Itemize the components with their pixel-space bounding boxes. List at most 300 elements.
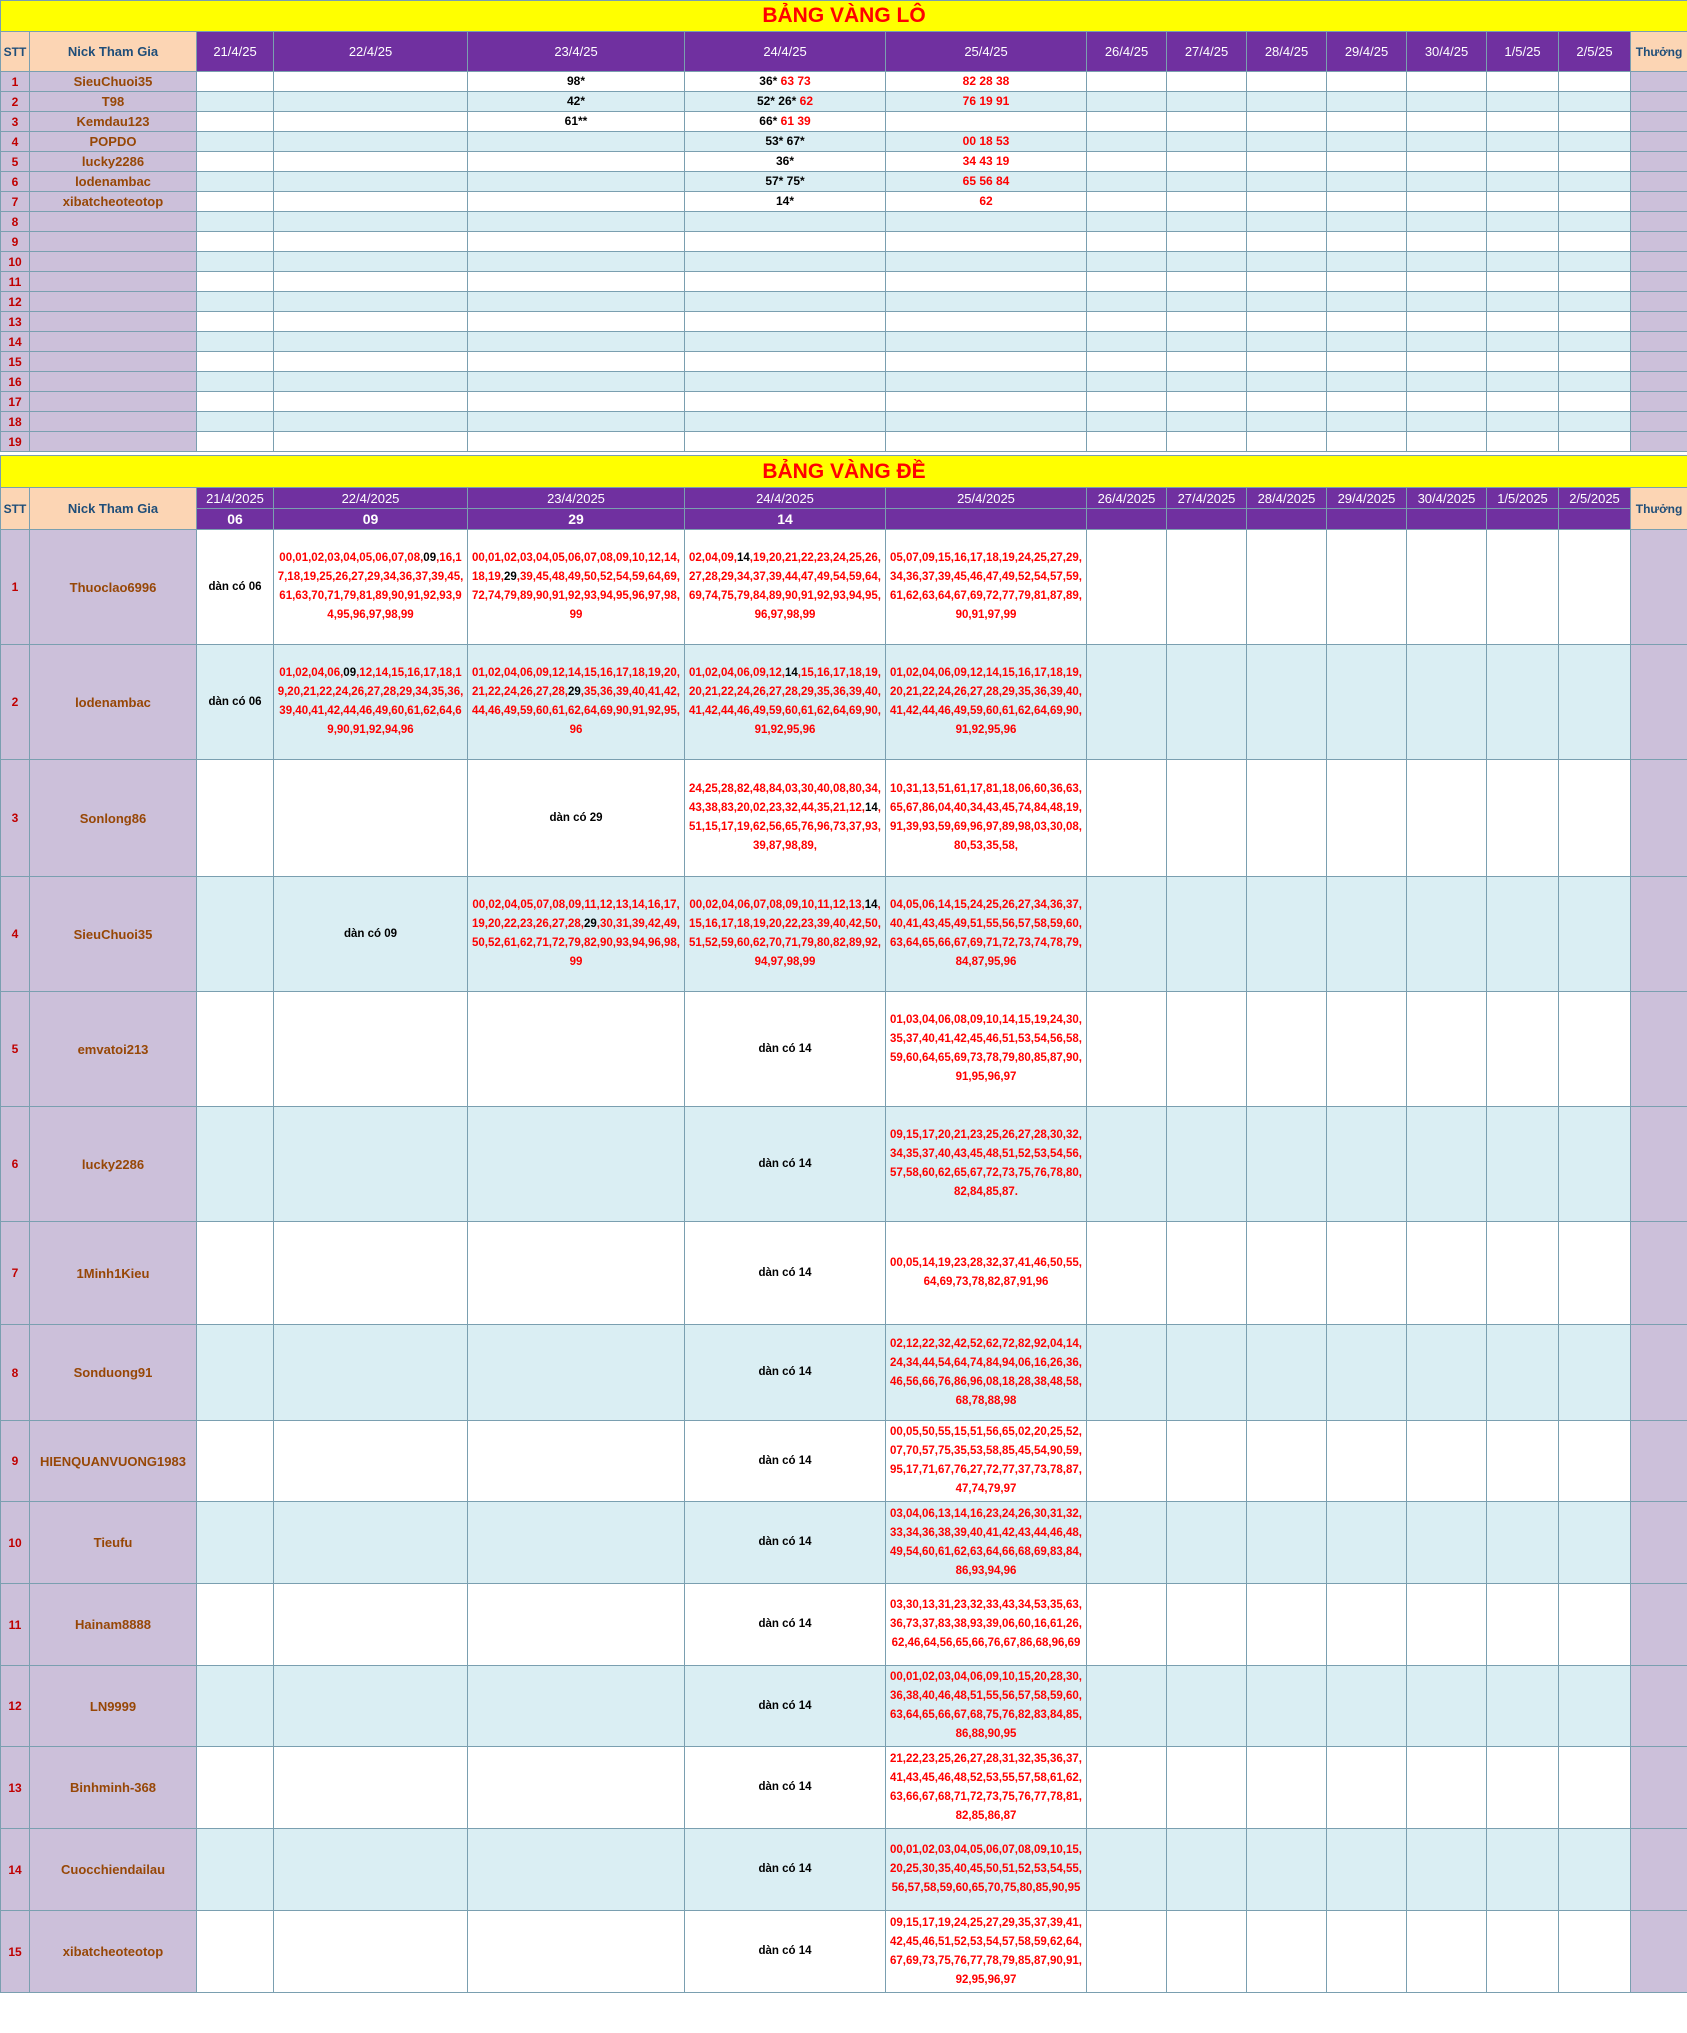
- lo-pick-cell: [886, 412, 1087, 432]
- de-pick-cell: [1487, 1222, 1559, 1325]
- de-pick-cell: [1559, 760, 1631, 877]
- lo-pick-cell: [1559, 112, 1631, 132]
- lo-pick-cell: [197, 232, 274, 252]
- nick-name: xibatcheoteotop: [30, 192, 197, 212]
- de-pick-cell: [1407, 530, 1487, 645]
- lo-pick-cell: [685, 212, 886, 232]
- lo-pick-cell: [197, 272, 274, 292]
- de-pick-cell: [685, 645, 886, 760]
- nick-name: Thuoclao6996: [30, 530, 197, 645]
- lo-pick-cell: [1407, 112, 1487, 132]
- reward-cell: [1631, 232, 1687, 252]
- de-number-list: 00,01,02,03,04,05,06,07,08,09,16,17,18,19,25,26,27,29,34,36,37,39,45,61,63,70,71,79,81,89,90,91,92,93,94,95,96,97,98,99: [277, 552, 464, 621]
- de-pick-cell: [1167, 1421, 1247, 1502]
- row-number: 5: [1, 992, 30, 1107]
- de-pick-cell: [1087, 877, 1167, 992]
- de-pick-cell: [1327, 1584, 1407, 1666]
- lo-pick-cell: [274, 312, 468, 332]
- lo-pick-cell: [1407, 192, 1487, 212]
- de-pick-cell: [1167, 1107, 1247, 1222]
- de-pick-cell: [886, 1584, 1087, 1666]
- lo-pick-cell: [1247, 292, 1327, 312]
- lo-pick-cell: [197, 432, 274, 452]
- lo-date-header: 21/4/25: [197, 32, 274, 72]
- lo-date-header: 25/4/25: [886, 32, 1087, 72]
- lo-table-row: [1, 392, 1687, 412]
- nick-name: HIENQUANVUONG1983: [30, 1421, 197, 1502]
- de-pick-cell: [1087, 1502, 1167, 1584]
- lo-pick-cell: [1247, 332, 1327, 352]
- lo-pick-cell: [1087, 152, 1167, 172]
- nick-name: [30, 212, 197, 232]
- de-pick-cell: [274, 530, 468, 645]
- de-pick-cell: [1327, 992, 1407, 1107]
- row-number: 14: [1, 1829, 30, 1911]
- lo-pick-cell: [197, 332, 274, 352]
- de-date-header: 23/4/2025: [468, 488, 685, 509]
- nick-name: [30, 372, 197, 392]
- de-pick-cell: [468, 1222, 685, 1325]
- lo-date-header: 22/4/25: [274, 32, 468, 72]
- de-number-list: 01,03,04,06,08,09,10,14,15,19,24,30,35,37,40,41,42,45,46,51,53,54,56,58,59,60,64,65,69,73,78,79,80,85,87,90,91,95,96,97: [890, 1014, 1082, 1083]
- lo-table-row: [1, 252, 1687, 272]
- de-pick-cell: [1167, 1829, 1247, 1911]
- lo-pick-cell: [1407, 412, 1487, 432]
- lo-pick-cell: [468, 72, 685, 92]
- de-pick-cell: [685, 877, 886, 992]
- de-table-row: [1, 1222, 1687, 1325]
- de-date-header: 28/4/2025: [1247, 488, 1327, 509]
- row-number: 9: [1, 1421, 30, 1502]
- de-table-row: [1, 1107, 1687, 1222]
- dan-label: dàn có 14: [758, 1366, 812, 1378]
- nick-name: LN9999: [30, 1666, 197, 1747]
- lo-pick-cell: [886, 332, 1087, 352]
- row-number: 6: [1, 1107, 30, 1222]
- lo-pick-cell: [1487, 332, 1559, 352]
- lo-pick-cell: [685, 232, 886, 252]
- de-pick-cell: [1167, 1502, 1247, 1584]
- de-date-header: 24/4/2025: [685, 488, 886, 509]
- nick-name: [30, 352, 197, 372]
- lo-pick-cell: [886, 72, 1087, 92]
- de-table-row: [1, 1325, 1687, 1421]
- de-pick-cell: [1247, 1222, 1327, 1325]
- de-pick-cell: [685, 1107, 886, 1222]
- lo-pick-cell: [1167, 412, 1247, 432]
- lo-table-row: [1, 212, 1687, 232]
- lo-pick-cell: [468, 352, 685, 372]
- de-table-row: [1, 877, 1687, 992]
- de-number-list: 00,01,02,03,04,05,06,07,08,09,10,12,14,18,19,29,39,45,48,49,50,52,54,59,64,69,72,74,79,89,90,91,92,93,94,95,96,97,98,99: [472, 552, 680, 621]
- lo-pick-cell: [1407, 152, 1487, 172]
- lo-pick-cell: [1167, 392, 1247, 412]
- lo-pick-cell: [685, 112, 886, 132]
- lo-pick-cell: [1559, 192, 1631, 212]
- dan-label: dàn có 14: [758, 1266, 812, 1279]
- de-table-row: [1, 760, 1687, 877]
- lo-pick-cell: [274, 352, 468, 372]
- lo-pick-cell: [1559, 332, 1631, 352]
- row-number: 12: [1, 1666, 30, 1747]
- lo-pick-cell: [685, 372, 886, 392]
- lo-pick-cell: [685, 72, 886, 92]
- de-pick-cell: [197, 760, 274, 877]
- reward-cell: [1631, 1829, 1687, 1911]
- de-nick-header: Nick Tham Gia: [30, 488, 197, 530]
- de-pick-cell: [1487, 645, 1559, 760]
- lo-pick-cell: [197, 212, 274, 232]
- lo-pick-cell: [886, 272, 1087, 292]
- de-pick-cell: [1327, 1666, 1407, 1747]
- nick-name: xibatcheoteotop: [30, 1911, 197, 1993]
- lo-pick-cell: [1487, 132, 1559, 152]
- lo-pick-cell: [1559, 432, 1631, 452]
- row-number: 13: [1, 1747, 30, 1829]
- lo-date-header: 30/4/25: [1407, 32, 1487, 72]
- lo-pick-cell: [1487, 272, 1559, 292]
- lo-pick-cell: [1087, 172, 1167, 192]
- lo-pick-cell: [468, 172, 685, 192]
- de-pick-cell: [468, 760, 685, 877]
- dan-label: dàn có 14: [758, 1618, 812, 1630]
- de-pick-cell: [1487, 877, 1559, 992]
- de-date-header: 21/4/2025: [197, 488, 274, 509]
- lo-pick-cell: [1087, 232, 1167, 252]
- row-number: 2: [1, 645, 30, 760]
- winning-number: 29: [504, 571, 517, 583]
- nick-name: lucky2286: [30, 1107, 197, 1222]
- de-pick-cell: [468, 645, 685, 760]
- row-number: 4: [1, 877, 30, 992]
- de-pick-cell: [274, 992, 468, 1107]
- reward-cell: [1631, 392, 1687, 412]
- lo-pick-cell: [1327, 152, 1407, 172]
- lo-pick-cell: [1087, 312, 1167, 332]
- lo-pick-cell: [1167, 372, 1247, 392]
- row-number: 8: [1, 212, 30, 232]
- de-date-header: 29/4/2025: [1327, 488, 1407, 509]
- lo-pick-cell: [1087, 132, 1167, 152]
- de-pick-cell: [274, 1421, 468, 1502]
- de-pick-cell: [1087, 1747, 1167, 1829]
- lo-pick-cell: [886, 432, 1087, 452]
- de-table-row: [1, 1421, 1687, 1502]
- de-result-header: [1559, 509, 1631, 530]
- lo-nick-header: Nick Tham Gia: [30, 32, 197, 72]
- lo-pick-cell: [886, 252, 1087, 272]
- lo-pick-cell: [468, 392, 685, 412]
- de-pick-cell: [1167, 1584, 1247, 1666]
- lo-pick-cell: [1247, 392, 1327, 412]
- dan-label: dàn có 14: [758, 1945, 812, 1957]
- de-pick-cell: [1327, 1747, 1407, 1829]
- lo-pick-cell: [1167, 212, 1247, 232]
- lo-pick-cell: [468, 212, 685, 232]
- lo-pick-numbers: 34 43 19: [962, 154, 1010, 168]
- dan-label: dàn có 14: [758, 1536, 812, 1548]
- lo-pick-cell: [1407, 312, 1487, 332]
- lo-pick-cell: [197, 292, 274, 312]
- lo-pick-cell: [1087, 372, 1167, 392]
- lo-date-header: 2/5/25: [1559, 32, 1631, 72]
- nick-name: SieuChuoi35: [30, 72, 197, 92]
- de-pick-cell: [1247, 992, 1327, 1107]
- lo-pick-cell: [274, 232, 468, 252]
- de-result-header: [1087, 509, 1167, 530]
- de-pick-cell: [468, 877, 685, 992]
- de-pick-cell: [886, 1325, 1087, 1421]
- de-pick-cell: [197, 1502, 274, 1584]
- de-pick-cell: [1407, 1502, 1487, 1584]
- de-pick-cell: [1087, 1325, 1167, 1421]
- de-pick-cell: [1327, 645, 1407, 760]
- lo-pick-cell: [1087, 252, 1167, 272]
- reward-cell: [1631, 877, 1687, 992]
- de-pick-cell: [197, 1107, 274, 1222]
- de-pick-cell: [1087, 760, 1167, 877]
- nick-name: lodenambac: [30, 645, 197, 760]
- de-pick-cell: [1247, 1107, 1327, 1222]
- de-result-header: [1407, 509, 1487, 530]
- lo-pick-cell: [1559, 172, 1631, 192]
- reward-cell: [1631, 352, 1687, 372]
- de-number-list: 01,02,04,06,09,12,14,15,16,17,18,19,20,21,22,24,26,27,28,29,35,36,39,40,41,42,44,46,49,59,60,61,62,64,69,90,91,92,95,96: [472, 667, 680, 736]
- de-pick-cell: [886, 1107, 1087, 1222]
- lo-pick-numbers: 63 73: [780, 74, 811, 88]
- lo-pick-cell: [886, 372, 1087, 392]
- row-number: 10: [1, 1502, 30, 1584]
- lo-pick-cell: [1247, 132, 1327, 152]
- de-pick-cell: [274, 760, 468, 877]
- de-number-list: 01,02,04,06,09,12,14,15,16,17,18,19,20,21,22,24,26,27,28,29,35,36,39,40,41,42,44,46,49,59,60,61,62,64,69,90,91,92,95,96: [890, 667, 1082, 736]
- reward-cell: [1631, 1107, 1687, 1222]
- lo-pick-cell: [886, 172, 1087, 192]
- de-pick-cell: [1167, 1325, 1247, 1421]
- lo-pick-cell: [1559, 212, 1631, 232]
- de-pick-cell: [197, 645, 274, 760]
- lo-pick-cell: [1559, 392, 1631, 412]
- lo-pick-cell: [1167, 352, 1247, 372]
- lo-pick-cell: [685, 412, 886, 432]
- de-pick-cell: [886, 1421, 1087, 1502]
- lo-pick-cell: [1247, 92, 1327, 112]
- lo-pick-cell: [274, 252, 468, 272]
- lo-pick-cell: [886, 132, 1087, 152]
- lo-pick-cell: [468, 92, 685, 112]
- lo-pick-cell: [1247, 112, 1327, 132]
- winning-number: 29: [584, 918, 597, 930]
- nick-name: lodenambac: [30, 172, 197, 192]
- lo-table-row: [1, 272, 1687, 292]
- lo-pick-cell: [1087, 212, 1167, 232]
- de-pick-cell: [468, 530, 685, 645]
- de-number-list: 03,30,13,31,23,32,33,43,34,53,35,63,36,73,37,83,38,93,39,06,60,16,61,26,62,46,64,56,65,66,76,67,86,68,96,69: [890, 1599, 1082, 1649]
- lo-pick-cell: [685, 272, 886, 292]
- de-title: BẢNG VÀNG ĐỀ: [1, 456, 1687, 488]
- lo-pick-cell: [1487, 112, 1559, 132]
- lo-pick-cell: [468, 412, 685, 432]
- nick-name: Kemdau123: [30, 112, 197, 132]
- de-pick-cell: [886, 530, 1087, 645]
- de-result-header: [1487, 509, 1559, 530]
- de-pick-cell: [197, 992, 274, 1107]
- reward-cell: [1631, 112, 1687, 132]
- lo-pick-numbers: 61 39: [780, 114, 811, 128]
- row-number: 3: [1, 112, 30, 132]
- de-date-header: 22/4/2025: [274, 488, 468, 509]
- lo-pick-cell: [1407, 212, 1487, 232]
- lo-pick-cell: [685, 352, 886, 372]
- lo-pick-hit: 36*: [775, 154, 795, 168]
- winning-number: 14: [785, 667, 798, 679]
- lo-pick-cell: [197, 112, 274, 132]
- de-pick-cell: [1087, 1584, 1167, 1666]
- lo-pick-cell: [274, 432, 468, 452]
- lo-pick-cell: [1559, 312, 1631, 332]
- de-pick-cell: [1087, 992, 1167, 1107]
- reward-cell: [1631, 992, 1687, 1107]
- de-table-row: [1, 1747, 1687, 1829]
- lo-pick-cell: [886, 352, 1087, 372]
- row-number: 12: [1, 292, 30, 312]
- de-date-header: 26/4/2025: [1087, 488, 1167, 509]
- lo-pick-cell: [1327, 232, 1407, 252]
- lo-pick-cell: [1167, 432, 1247, 452]
- dan-label: dàn có 29: [549, 811, 603, 824]
- lo-pick-cell: [685, 292, 886, 312]
- lo-pick-cell: [274, 192, 468, 212]
- lo-pick-numbers: 62: [979, 194, 993, 208]
- de-pick-cell: [685, 1222, 886, 1325]
- lo-pick-cell: [685, 152, 886, 172]
- de-pick-cell: [886, 1222, 1087, 1325]
- de-pick-cell: [274, 1911, 468, 1993]
- lo-date-header: 27/4/25: [1167, 32, 1247, 72]
- lo-pick-cell: [1247, 172, 1327, 192]
- lo-pick-cell: [1087, 332, 1167, 352]
- lo-pick-cell: [1327, 392, 1407, 412]
- de-date-header: 25/4/2025: [886, 488, 1087, 509]
- reward-cell: [1631, 92, 1687, 112]
- lo-pick-cell: [1407, 332, 1487, 352]
- lo-pick-cell: [1167, 152, 1247, 172]
- de-pick-cell: [685, 1325, 886, 1421]
- lo-pick-cell: [1559, 252, 1631, 272]
- winning-number: 14: [864, 899, 878, 911]
- lo-pick-cell: [1559, 72, 1631, 92]
- lo-pick-numbers: 82 28 38: [962, 74, 1010, 88]
- lo-pick-cell: [197, 132, 274, 152]
- de-pick-cell: [1407, 877, 1487, 992]
- de-pick-cell: [1247, 530, 1327, 645]
- de-pick-cell: [1487, 1911, 1559, 1993]
- lo-pick-cell: [1407, 172, 1487, 192]
- de-pick-cell: [1327, 877, 1407, 992]
- lo-table-row: [1, 192, 1687, 212]
- de-pick-cell: [1247, 760, 1327, 877]
- lo-pick-cell: [468, 372, 685, 392]
- lo-pick-cell: [1559, 152, 1631, 172]
- lo-pick-cell: [1247, 152, 1327, 172]
- lo-pick-cell: [1167, 312, 1247, 332]
- lo-pick-cell: [1327, 372, 1407, 392]
- nick-name: Cuocchiendailau: [30, 1829, 197, 1911]
- de-pick-cell: [1407, 760, 1487, 877]
- lo-pick-cell: [1327, 272, 1407, 292]
- de-pick-cell: [1487, 1502, 1559, 1584]
- row-number: 15: [1, 352, 30, 372]
- lo-pick-cell: [468, 152, 685, 172]
- lo-pick-cell: [197, 412, 274, 432]
- de-pick-cell: [1087, 1829, 1167, 1911]
- nick-name: POPDO: [30, 132, 197, 152]
- de-pick-cell: [1487, 1666, 1559, 1747]
- de-pick-cell: [1167, 1222, 1247, 1325]
- de-pick-cell: [1407, 1666, 1487, 1747]
- de-pick-cell: [1247, 1666, 1327, 1747]
- de-pick-cell: [1559, 530, 1631, 645]
- de-pick-cell: [685, 1584, 886, 1666]
- de-pick-cell: [1487, 992, 1559, 1107]
- lo-pick-cell: [1247, 412, 1327, 432]
- de-number-list: 02,12,22,32,42,52,62,72,82,92,04,14,24,34,44,54,64,74,84,94,06,16,26,36,46,56,66,76,86,96,08,18,28,38,48,58,68,78,88,98: [890, 1337, 1082, 1407]
- de-pick-cell: [1559, 877, 1631, 992]
- lo-pick-cell: [685, 392, 886, 412]
- lo-pick-cell: [886, 152, 1087, 172]
- de-pick-cell: [1559, 1911, 1631, 1993]
- lo-table-row: [1, 432, 1687, 452]
- de-pick-cell: [1167, 877, 1247, 992]
- de-pick-cell: [1487, 1421, 1559, 1502]
- de-thuong-header: Thưởng: [1631, 488, 1687, 530]
- lo-pick-cell: [1087, 412, 1167, 432]
- de-pick-cell: [886, 877, 1087, 992]
- lo-date-header: 26/4/25: [1087, 32, 1167, 72]
- lo-pick-cell: [1487, 152, 1559, 172]
- lo-pick-cell: [1087, 72, 1167, 92]
- de-pick-cell: [1407, 1747, 1487, 1829]
- nick-name: [30, 412, 197, 432]
- lo-pick-cell: [1247, 252, 1327, 272]
- nick-name: emvatoi213: [30, 992, 197, 1107]
- dan-label: dàn có 09: [343, 927, 398, 940]
- dan-label: dàn có 14: [758, 1863, 812, 1875]
- winning-number: 09: [343, 667, 357, 679]
- de-result-header: 29: [468, 509, 685, 530]
- de-number-list: 24,25,28,82,48,84,03,30,40,08,80,34,43,38,83,20,02,23,32,44,35,21,12,14,51,15,17,19,62,56,65,76,96,73,37,93,39,87,98,89,: [689, 783, 881, 852]
- lo-pick-cell: [1559, 272, 1631, 292]
- lo-pick-cell: [1247, 372, 1327, 392]
- de-pick-cell: [1487, 1325, 1559, 1421]
- lo-pick-cell: [1407, 92, 1487, 112]
- de-pick-cell: [197, 1911, 274, 1993]
- de-pick-cell: [1247, 1829, 1327, 1911]
- lo-pick-cell: [468, 252, 685, 272]
- lo-pick-cell: [197, 72, 274, 92]
- de-pick-cell: [1167, 645, 1247, 760]
- lo-pick-cell: [1559, 412, 1631, 432]
- de-result-header: [1167, 509, 1247, 530]
- de-table-row: [1, 992, 1687, 1107]
- de-pick-cell: [1327, 760, 1407, 877]
- de-stt-header: STT: [1, 488, 30, 530]
- de-result-header: [1327, 509, 1407, 530]
- de-pick-cell: [197, 1584, 274, 1666]
- de-pick-cell: [1087, 645, 1167, 760]
- row-number: 19: [1, 432, 30, 452]
- lo-pick-cell: [1167, 252, 1247, 272]
